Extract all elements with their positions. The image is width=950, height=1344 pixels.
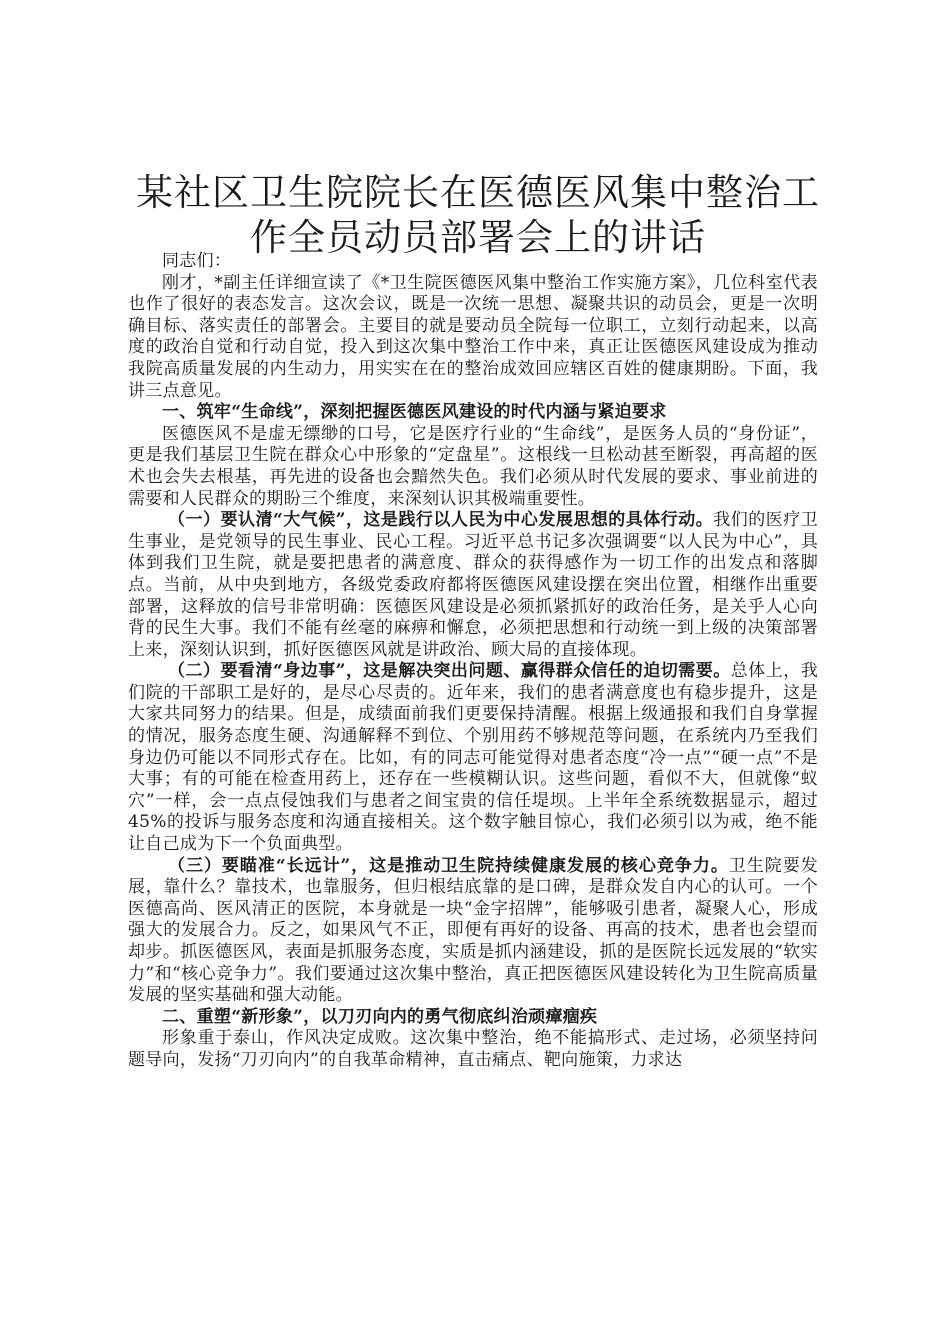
section-1-paragraph: 医德医风不是虚无缥缈的口号，它是医疗行业的“生命线”，是医务人员的“身份证”，更是我们基层卫生院在群众心中形象的“定盘星”。这根线一旦松动甚至断裂，再高超的医术也会失去根基，再先进的设备也会黯然失色。我们必须从时代发展的要求、事业前进的需要和人民群众的期盼三个维度，来深刻认识其极端重要性。 [128,423,818,509]
document-body [128,251,818,1072]
subsection-3-lead: （三）要瞄准“长远计”，这是推动卫生院持续健康发展的核心竞争力。 [168,855,729,876]
subsection-3-text: 卫生院要发展，靠什么？靠技术，也靠服务，但归根结底靠的是口碑，是群众发自内心的认可。一个医德高尚、医风清正的医院，本身就是一块“金字招牌”，能够吸引患者，凝聚人心，形成强大的发展合力。反之，如果风气不正，即便有再好的设备、再高的技术，患者也会望而却步。抓医德医风，表面是抓服务态度，实质是抓内涵建设，抓的是医院长远发展的“软实力”和“核心竞争力”。我们要通过这次集中整治，真正把医德医风建设转化为卫生院高质量发展的坚实基础和强大动能。 [128,855,819,1006]
intro-paragraph: 刚才，*副主任详细宣读了《*卫生院医德医风集中整治工作实施方案》，几位科室代表也作了很好的表态发言。这次会议，既是一次统一思想、凝聚共识的动员会，更是一次明确目标、落实责任的部署会。主要目的就是要动员全院每一位职工，立刻行动起来，以高度的政治自觉和行动自觉，投入到这次集中整治工作中来，真正让医德医风建设成为推动我院高质量发展的内生动力，用实实在在的整治成效回应辖区百姓的健康期盼。下面，我讲三点意见。 [128,272,818,401]
document-title: 某社区卫生院院长在医德医风集中整治工作全员动员部署会上的讲话 [136,171,820,259]
subsection-2-text: 总体上，我们院的干部职工是好的，是尽心尽责的。近年来，我们的患者满意度也有稳步提升，这是大家共同努力的结果。但是，成绩面前我们更要保持清醒。根据上级通报和我们自身掌握的情况，服务态度生硬、沟通解释不到位、个别用药不够规范等问题，在系统内乃至我们身边仍可能以不同形式存在。比如，有的同志可能觉得对患者态度“冷一点”“硬一点”不是大事；有的可能在检查用药上，还存在一些模糊认识。这些问题，看似不大，但就像“蚁穴”一样，会一点点侵蚀我们与患者之间宝贵的信任堤坝。上半年全系统数据显示，超过45%的投诉与服务态度和沟通直接相关。这个数字触目惊心，我们必须引以为戒，绝不能让自己成为下一个负面典型。 [128,661,818,855]
subsection-3-paragraph [128,856,818,1007]
subsection-1-paragraph [128,510,818,661]
section-heading-1: 一、筑牢“生命线”，深刻把握医德医风建设的时代内涵与紧迫要求 [162,402,667,423]
salutation: 同志们： [162,251,232,271]
subsection-1-lead: （一）要认清“大气候”，这是践行以人民为中心发展思想的具体行动。 [168,510,714,531]
subsection-1-text: 我们的医疗卫生事业，是党领导的民生事业、民心工程。习近平总书记多次强调要“以人民为中心”，具体到我们卫生院，就是要把患者的满意度、群众的获得感作为一切工作的出发点和落脚点。当前，从中央到地方，各级党委政府都将医德医风建设摆在突出位置，相继作出重要部署，这释放的信号非常明确：医德医风建设是必须抓紧抓好的政治任务，是关乎人心向背的民生大事。我们不能有丝毫的麻痹和懈怠，必须把思想和行动统一到上级的决策部署上来，深刻认识到，抓好医德医风就是讲政治、顾大局的直接体现。 [128,510,818,660]
section-heading-2: 二、重塑“新形象”，以刀刃向内的勇气彻底纠治顽瘴痼疾 [162,1006,598,1027]
subsection-2-lead: （二）要看清“身边事”，这是解决突出问题、赢得群众信任的迫切需要。 [168,661,731,682]
subsection-2-paragraph [128,661,818,855]
section-2-paragraph: 形象重于泰山，作风决定成败。这次集中整治，绝不能搞形式、走过场，必须坚持问题导向，发扬“刀刃向内”的自我革命精神，直击痛点、靶向施策，力求达 [128,1028,818,1070]
